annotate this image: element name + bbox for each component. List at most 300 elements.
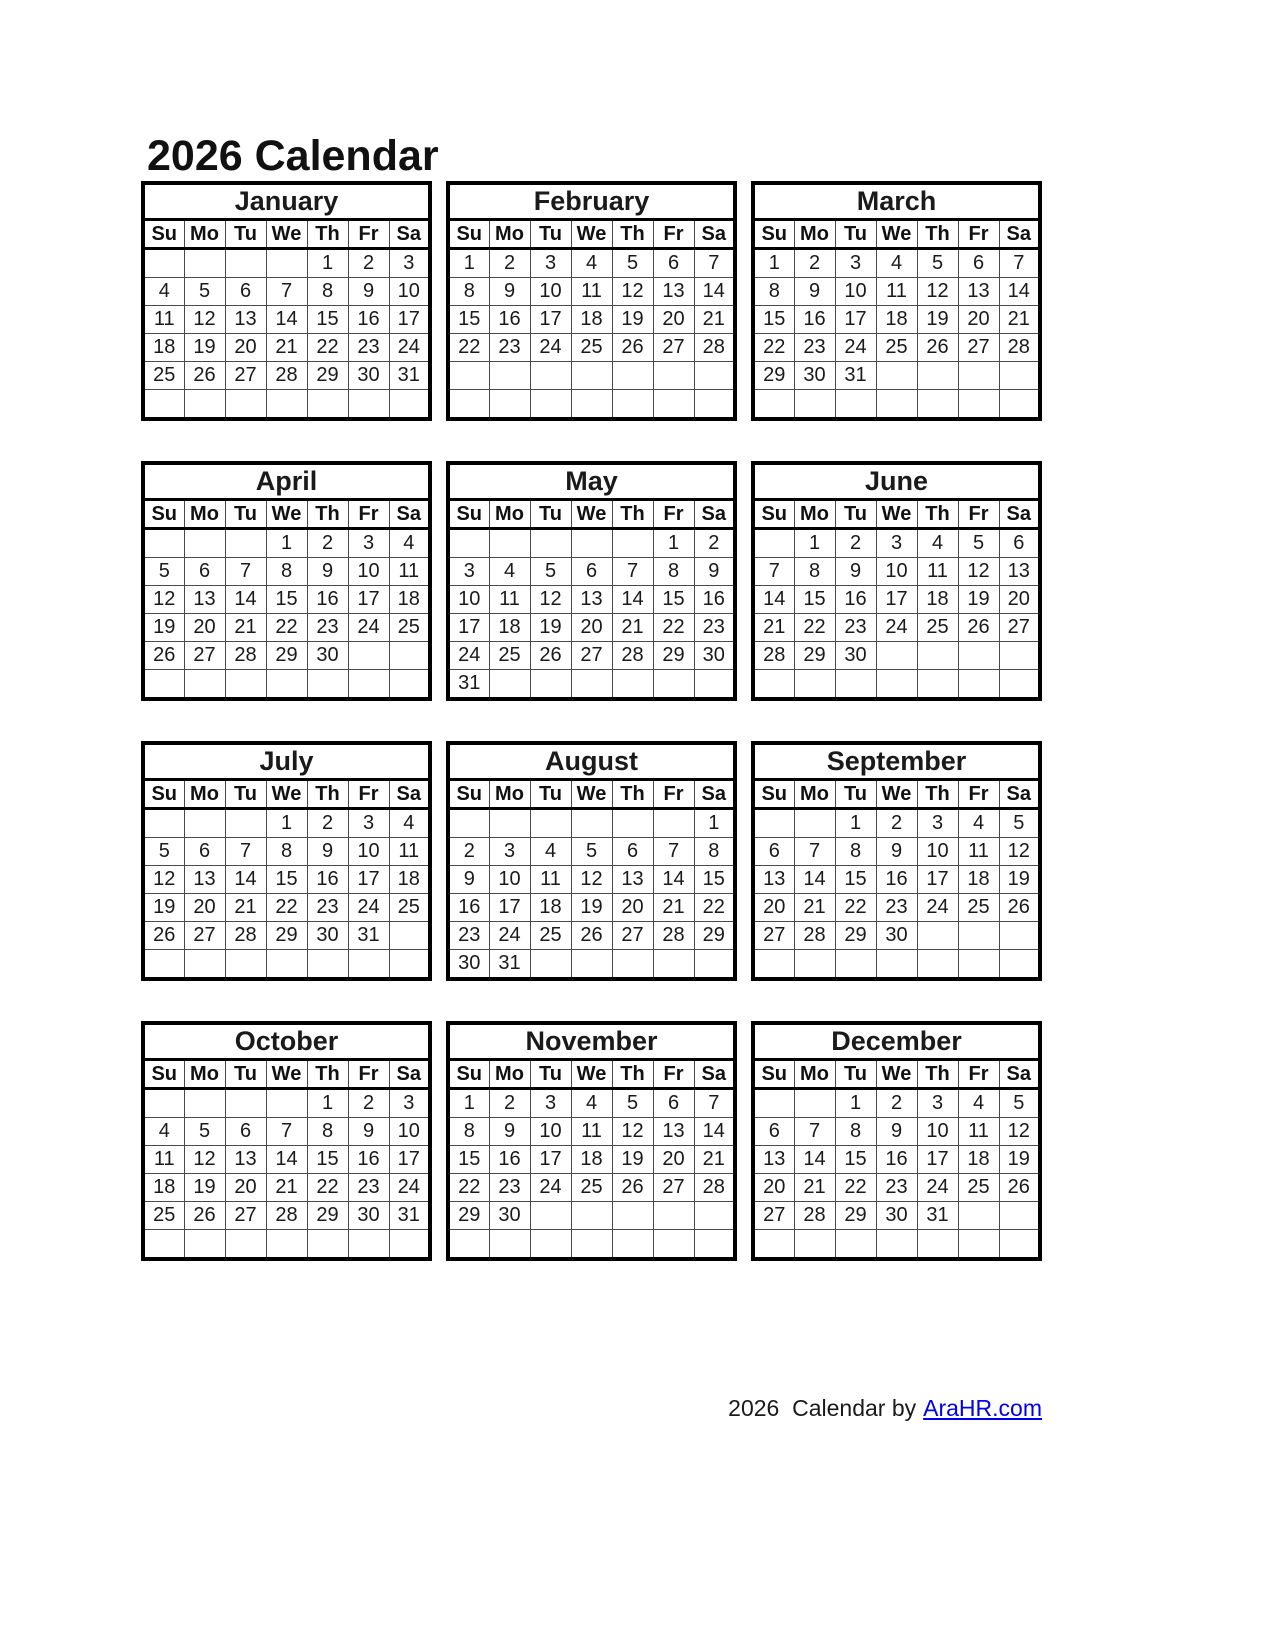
date-cell: [225, 809, 266, 838]
month-title: October: [143, 1023, 430, 1060]
date-cell: 23: [307, 614, 348, 642]
date-cell: 7: [225, 838, 266, 866]
day-header-cell: We: [571, 220, 612, 249]
date-cell: 20: [653, 1146, 694, 1174]
day-header-cell: Sa: [389, 500, 430, 529]
date-cell: 30: [348, 362, 389, 390]
date-cell: [958, 922, 999, 950]
date-cell: 27: [958, 334, 999, 362]
date-cell: 7: [794, 1118, 835, 1146]
date-cell: 4: [530, 838, 571, 866]
date-cell: [143, 390, 184, 420]
date-cell: 21: [653, 894, 694, 922]
date-cell: [266, 249, 307, 278]
day-header-cell: Fr: [958, 220, 999, 249]
date-cell: 11: [958, 838, 999, 866]
date-cell: 20: [571, 614, 612, 642]
date-cell: 2: [489, 1089, 530, 1118]
date-cell: 27: [225, 362, 266, 390]
date-cell: 27: [753, 922, 794, 950]
month-table-april: [141, 461, 432, 701]
month-table-december: [751, 1021, 1042, 1261]
date-cell: 1: [266, 529, 307, 558]
day-header-cell: Tu: [225, 220, 266, 249]
date-cell: 25: [530, 922, 571, 950]
date-cell: 27: [184, 922, 225, 950]
date-cell: 26: [184, 1202, 225, 1230]
date-cell: 24: [348, 614, 389, 642]
date-cell: 16: [348, 1146, 389, 1174]
day-header-cell: Sa: [389, 780, 430, 809]
date-cell: [571, 1202, 612, 1230]
date-cell: [753, 529, 794, 558]
date-cell: 13: [958, 278, 999, 306]
date-cell: 15: [266, 866, 307, 894]
date-cell: 31: [835, 362, 876, 390]
date-cell: 4: [389, 809, 430, 838]
date-cell: 22: [835, 1174, 876, 1202]
date-cell: 10: [530, 1118, 571, 1146]
date-cell: 30: [835, 642, 876, 670]
date-cell: 27: [612, 922, 653, 950]
date-cell: 16: [448, 894, 489, 922]
date-cell: [571, 390, 612, 420]
date-cell: [530, 670, 571, 700]
date-cell: [794, 950, 835, 980]
date-cell: [999, 670, 1040, 700]
date-cell: 12: [143, 586, 184, 614]
day-header-cell: Sa: [694, 220, 735, 249]
date-cell: 21: [612, 614, 653, 642]
date-cell: 13: [612, 866, 653, 894]
date-cell: 7: [794, 838, 835, 866]
date-cell: [530, 529, 571, 558]
day-header-cell: Fr: [958, 500, 999, 529]
date-cell: [489, 1230, 530, 1260]
day-header-cell: Su: [143, 780, 184, 809]
date-cell: [835, 950, 876, 980]
day-header-cell: Mo: [794, 500, 835, 529]
day-header-cell: We: [571, 1060, 612, 1089]
date-cell: 10: [389, 278, 430, 306]
date-cell: 14: [794, 1146, 835, 1174]
date-cell: 2: [448, 838, 489, 866]
date-cell: [225, 529, 266, 558]
date-cell: 30: [348, 1202, 389, 1230]
date-cell: 25: [143, 362, 184, 390]
date-cell: 15: [307, 1146, 348, 1174]
date-cell: 26: [958, 614, 999, 642]
date-cell: 7: [266, 278, 307, 306]
date-cell: [184, 950, 225, 980]
date-cell: 14: [266, 1146, 307, 1174]
date-cell: [307, 1230, 348, 1260]
date-cell: [266, 950, 307, 980]
date-cell: 4: [571, 249, 612, 278]
footer-link[interactable]: AraHR.com: [923, 1395, 1042, 1421]
date-cell: 5: [958, 529, 999, 558]
date-cell: 14: [225, 586, 266, 614]
month-table-june: [751, 461, 1042, 701]
date-cell: [794, 390, 835, 420]
date-cell: 25: [958, 1174, 999, 1202]
date-cell: 17: [530, 1146, 571, 1174]
date-cell: 8: [307, 1118, 348, 1146]
date-cell: 20: [753, 1174, 794, 1202]
date-cell: 15: [753, 306, 794, 334]
month-table-september: [751, 741, 1042, 981]
date-cell: [143, 249, 184, 278]
day-header-cell: Fr: [653, 220, 694, 249]
month-title: December: [753, 1023, 1040, 1060]
date-cell: 15: [835, 1146, 876, 1174]
date-cell: 2: [876, 1089, 917, 1118]
day-header-cell: Th: [307, 780, 348, 809]
date-cell: 19: [612, 1146, 653, 1174]
date-cell: 15: [653, 586, 694, 614]
day-header-cell: We: [571, 780, 612, 809]
date-cell: 8: [753, 278, 794, 306]
day-header-cell: Th: [917, 220, 958, 249]
date-cell: 17: [917, 1146, 958, 1174]
day-header-cell: Su: [448, 220, 489, 249]
day-header-cell: Mo: [184, 500, 225, 529]
date-cell: 15: [835, 866, 876, 894]
date-cell: 23: [348, 334, 389, 362]
month-title: May: [448, 463, 735, 500]
date-cell: 3: [448, 558, 489, 586]
day-header-cell: Sa: [389, 1060, 430, 1089]
date-cell: [571, 950, 612, 980]
date-cell: [794, 670, 835, 700]
date-cell: [184, 670, 225, 700]
date-cell: 16: [694, 586, 735, 614]
date-cell: 19: [917, 306, 958, 334]
date-cell: 5: [917, 249, 958, 278]
date-cell: 21: [794, 894, 835, 922]
date-cell: [389, 922, 430, 950]
date-cell: 4: [876, 249, 917, 278]
day-header-cell: Fr: [653, 500, 694, 529]
date-cell: 19: [571, 894, 612, 922]
date-cell: 16: [835, 586, 876, 614]
date-cell: 17: [876, 586, 917, 614]
date-cell: 5: [999, 809, 1040, 838]
date-cell: 3: [389, 1089, 430, 1118]
date-cell: [876, 670, 917, 700]
day-header-cell: Su: [753, 780, 794, 809]
date-cell: 20: [653, 306, 694, 334]
date-cell: 12: [917, 278, 958, 306]
day-header-cell: Th: [612, 500, 653, 529]
date-cell: 28: [653, 922, 694, 950]
footer-credit-text: 2026 Calendar by: [728, 1395, 917, 1421]
date-cell: 12: [612, 1118, 653, 1146]
date-cell: [307, 950, 348, 980]
date-cell: 14: [694, 1118, 735, 1146]
day-header-cell: We: [876, 780, 917, 809]
date-cell: [958, 670, 999, 700]
date-cell: [348, 1230, 389, 1260]
date-cell: 24: [876, 614, 917, 642]
date-cell: 7: [694, 1089, 735, 1118]
date-cell: 19: [958, 586, 999, 614]
date-cell: 14: [794, 866, 835, 894]
date-cell: [958, 642, 999, 670]
date-cell: 17: [389, 306, 430, 334]
date-cell: 23: [489, 334, 530, 362]
day-header-cell: We: [266, 1060, 307, 1089]
date-cell: [958, 1202, 999, 1230]
date-cell: 7: [266, 1118, 307, 1146]
day-header-cell: Fr: [958, 1060, 999, 1089]
date-cell: 18: [389, 866, 430, 894]
date-cell: 10: [835, 278, 876, 306]
day-header-cell: Fr: [653, 1060, 694, 1089]
date-cell: 11: [958, 1118, 999, 1146]
date-cell: 5: [612, 1089, 653, 1118]
date-cell: 7: [653, 838, 694, 866]
day-header-cell: Tu: [835, 220, 876, 249]
date-cell: [694, 1230, 735, 1260]
date-cell: 8: [448, 1118, 489, 1146]
date-cell: 28: [999, 334, 1040, 362]
date-cell: 13: [184, 866, 225, 894]
date-cell: 10: [448, 586, 489, 614]
date-cell: 19: [184, 1174, 225, 1202]
date-cell: 12: [530, 586, 571, 614]
date-cell: 28: [753, 642, 794, 670]
date-cell: 6: [753, 838, 794, 866]
date-cell: 25: [389, 614, 430, 642]
day-header-cell: Fr: [348, 220, 389, 249]
day-header-cell: Su: [753, 220, 794, 249]
date-cell: 2: [694, 529, 735, 558]
day-header-cell: Mo: [794, 220, 835, 249]
date-cell: 27: [225, 1202, 266, 1230]
date-cell: 8: [266, 558, 307, 586]
date-cell: [143, 670, 184, 700]
date-cell: [917, 670, 958, 700]
date-cell: 6: [571, 558, 612, 586]
date-cell: 28: [612, 642, 653, 670]
date-cell: 21: [266, 334, 307, 362]
date-cell: 24: [835, 334, 876, 362]
date-cell: 29: [307, 1202, 348, 1230]
day-header-cell: Fr: [348, 1060, 389, 1089]
date-cell: 6: [753, 1118, 794, 1146]
date-cell: [876, 362, 917, 390]
date-cell: 27: [653, 1174, 694, 1202]
date-cell: [225, 670, 266, 700]
date-cell: 3: [876, 529, 917, 558]
date-cell: 23: [794, 334, 835, 362]
date-cell: 6: [225, 1118, 266, 1146]
date-cell: [348, 950, 389, 980]
day-header-cell: Sa: [999, 780, 1040, 809]
date-cell: 9: [348, 1118, 389, 1146]
date-cell: 2: [489, 249, 530, 278]
date-cell: 19: [612, 306, 653, 334]
date-cell: 10: [876, 558, 917, 586]
date-cell: 31: [917, 1202, 958, 1230]
date-cell: 11: [389, 558, 430, 586]
date-cell: 17: [835, 306, 876, 334]
date-cell: 26: [571, 922, 612, 950]
date-cell: [143, 529, 184, 558]
date-cell: 25: [389, 894, 430, 922]
date-cell: [958, 362, 999, 390]
day-header-cell: Tu: [530, 1060, 571, 1089]
day-header-cell: Th: [917, 500, 958, 529]
date-cell: 24: [530, 334, 571, 362]
date-cell: 15: [794, 586, 835, 614]
day-header-cell: Sa: [999, 500, 1040, 529]
date-cell: 31: [489, 950, 530, 980]
date-cell: [184, 529, 225, 558]
date-cell: 8: [835, 1118, 876, 1146]
date-cell: 16: [348, 306, 389, 334]
date-cell: [184, 1230, 225, 1260]
date-cell: 7: [694, 249, 735, 278]
date-cell: 24: [530, 1174, 571, 1202]
date-cell: 30: [307, 642, 348, 670]
date-cell: 31: [389, 362, 430, 390]
date-cell: 28: [794, 1202, 835, 1230]
day-header-cell: Tu: [530, 500, 571, 529]
date-cell: [348, 670, 389, 700]
date-cell: 14: [653, 866, 694, 894]
date-cell: [917, 362, 958, 390]
day-header-cell: We: [876, 220, 917, 249]
month-title: March: [753, 183, 1040, 220]
date-cell: 26: [143, 922, 184, 950]
date-cell: 5: [999, 1089, 1040, 1118]
date-cell: [917, 390, 958, 420]
date-cell: [876, 950, 917, 980]
date-cell: [184, 1089, 225, 1118]
date-cell: 10: [389, 1118, 430, 1146]
date-cell: [917, 950, 958, 980]
day-header-cell: We: [571, 500, 612, 529]
date-cell: [143, 1230, 184, 1260]
date-cell: 29: [653, 642, 694, 670]
date-cell: 25: [917, 614, 958, 642]
date-cell: 1: [307, 249, 348, 278]
date-cell: [653, 1202, 694, 1230]
date-cell: 26: [612, 1174, 653, 1202]
date-cell: 29: [307, 362, 348, 390]
date-cell: 12: [184, 1146, 225, 1174]
date-cell: 2: [876, 809, 917, 838]
day-header-cell: Su: [143, 220, 184, 249]
date-cell: 5: [143, 838, 184, 866]
date-cell: 11: [389, 838, 430, 866]
day-header-cell: We: [266, 500, 307, 529]
date-cell: [612, 529, 653, 558]
date-cell: 10: [530, 278, 571, 306]
date-cell: 28: [694, 1174, 735, 1202]
date-cell: [571, 1230, 612, 1260]
date-cell: 18: [958, 1146, 999, 1174]
date-cell: 29: [694, 922, 735, 950]
date-cell: [530, 390, 571, 420]
date-cell: 3: [530, 1089, 571, 1118]
date-cell: 9: [448, 866, 489, 894]
date-cell: [489, 670, 530, 700]
date-cell: 18: [958, 866, 999, 894]
day-header-cell: We: [876, 500, 917, 529]
date-cell: 3: [348, 809, 389, 838]
date-cell: 20: [753, 894, 794, 922]
date-cell: 26: [143, 642, 184, 670]
day-header-cell: Sa: [694, 1060, 735, 1089]
day-header-cell: Su: [143, 500, 184, 529]
date-cell: 31: [389, 1202, 430, 1230]
date-cell: [448, 362, 489, 390]
date-cell: 3: [835, 249, 876, 278]
day-header-cell: Fr: [653, 780, 694, 809]
date-cell: [999, 950, 1040, 980]
date-cell: [489, 529, 530, 558]
date-cell: 11: [143, 306, 184, 334]
day-header-cell: Tu: [835, 780, 876, 809]
date-cell: 29: [835, 1202, 876, 1230]
day-header-cell: Th: [612, 1060, 653, 1089]
date-cell: 21: [694, 1146, 735, 1174]
date-cell: 30: [876, 1202, 917, 1230]
date-cell: 27: [999, 614, 1040, 642]
date-cell: [266, 670, 307, 700]
date-cell: [612, 670, 653, 700]
date-cell: 16: [876, 866, 917, 894]
date-cell: 30: [307, 922, 348, 950]
day-header-cell: Su: [753, 1060, 794, 1089]
date-cell: 14: [999, 278, 1040, 306]
month-table-november: [446, 1021, 737, 1261]
date-cell: 15: [694, 866, 735, 894]
date-cell: 2: [307, 809, 348, 838]
date-cell: 5: [184, 278, 225, 306]
date-cell: 23: [835, 614, 876, 642]
date-cell: 23: [489, 1174, 530, 1202]
date-cell: 9: [876, 838, 917, 866]
date-cell: 6: [653, 1089, 694, 1118]
date-cell: 20: [184, 614, 225, 642]
date-cell: 26: [530, 642, 571, 670]
date-cell: 17: [489, 894, 530, 922]
day-header-cell: Tu: [225, 500, 266, 529]
date-cell: 22: [835, 894, 876, 922]
page-title: 2026 Calendar: [147, 131, 439, 180]
date-cell: 27: [184, 642, 225, 670]
date-cell: 5: [530, 558, 571, 586]
date-cell: 20: [612, 894, 653, 922]
date-cell: 25: [489, 642, 530, 670]
day-header-cell: Tu: [530, 220, 571, 249]
date-cell: 23: [348, 1174, 389, 1202]
date-cell: [917, 1230, 958, 1260]
date-cell: 21: [225, 894, 266, 922]
date-cell: 11: [876, 278, 917, 306]
date-cell: 13: [225, 306, 266, 334]
day-header-cell: Su: [448, 780, 489, 809]
date-cell: 7: [612, 558, 653, 586]
date-cell: [835, 390, 876, 420]
date-cell: [876, 1230, 917, 1260]
date-cell: 9: [835, 558, 876, 586]
date-cell: 8: [794, 558, 835, 586]
